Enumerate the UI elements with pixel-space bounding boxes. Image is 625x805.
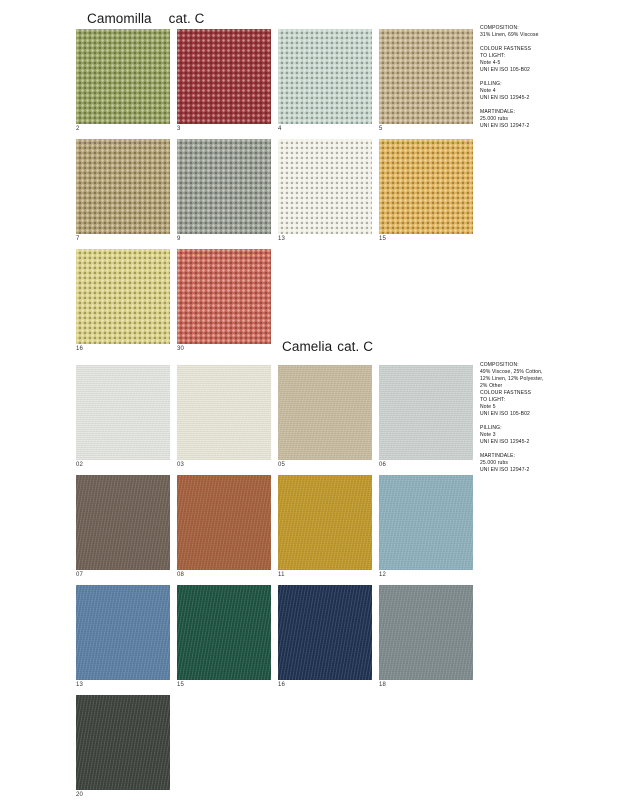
fabric-swatch-camomilla-7 xyxy=(76,139,170,234)
fabric-swatch-camelia-12 xyxy=(379,475,473,570)
swatch-cell xyxy=(379,365,473,469)
swatch-number: 4 xyxy=(278,126,282,132)
swatch-number: 7 xyxy=(76,236,80,242)
fabric-swatch-camomilla-9 xyxy=(177,139,271,234)
swatch-cell xyxy=(76,139,170,243)
collection-name: Camelia xyxy=(282,339,333,354)
swatch-number: 3 xyxy=(177,126,181,132)
swatch-number: 05 xyxy=(278,462,286,468)
swatch-number: 5 xyxy=(379,126,383,132)
fabric-swatch-camelia-03 xyxy=(177,365,271,460)
swatch-cell xyxy=(278,29,372,133)
collection-category: cat. C xyxy=(168,11,205,26)
swatch-cell xyxy=(278,139,372,243)
fabric-swatch-camelia-06 xyxy=(379,365,473,460)
swatch-number: 08 xyxy=(177,572,185,578)
collection-title-camomilla xyxy=(87,11,205,26)
specs-camelia xyxy=(480,362,620,474)
spec-group: PILLING: Note 3 UNI EN ISO 12945-2 xyxy=(480,425,530,445)
fabric-swatch-camelia-13 xyxy=(76,585,170,680)
swatch-number: 13 xyxy=(278,236,286,242)
swatch-cell xyxy=(278,365,372,469)
swatch-number: 13 xyxy=(76,682,84,688)
swatch-cell xyxy=(76,585,170,689)
spec-group: COMPOSITION: 49% Viscose, 25% Cotton, 12% Linen, 12% Polyester, 2% Other COLOUR FASTNESS TO LIGHT: Note 5 UNI EN ISO 105-B02 xyxy=(480,362,544,417)
swatch-number: 20 xyxy=(76,792,84,798)
swatch-number: 30 xyxy=(177,346,185,352)
spec-group: MARTINDALE: 25.000 rubs UNI EN ISO 12947-2 xyxy=(480,109,530,129)
swatch-number: 2 xyxy=(76,126,80,132)
swatch-cell xyxy=(76,29,170,133)
fabric-swatch-camelia-07 xyxy=(76,475,170,570)
swatch-cell xyxy=(177,585,271,689)
fabric-swatch-camomilla-13 xyxy=(278,139,372,234)
fabric-swatch-camelia-11 xyxy=(278,475,372,570)
swatch-cell xyxy=(379,585,473,689)
fabric-swatch-camomilla-4 xyxy=(278,29,372,124)
swatch-number: 11 xyxy=(278,572,285,578)
swatch-number: 07 xyxy=(76,572,84,578)
spec-group: PILLING: Note 4 UNI EN ISO 12945-2 xyxy=(480,81,530,101)
fabric-swatch-camomilla-3 xyxy=(177,29,271,124)
swatch-cell xyxy=(177,475,271,579)
fabric-swatch-camelia-05 xyxy=(278,365,372,460)
swatch-number: 18 xyxy=(379,682,387,688)
fabric-swatch-camomilla-15 xyxy=(379,139,473,234)
swatch-grid-camelia xyxy=(76,365,488,805)
swatch-cell xyxy=(379,475,473,579)
fabric-swatch-camomilla-2 xyxy=(76,29,170,124)
fabric-swatch-camelia-08 xyxy=(177,475,271,570)
swatch-number: 03 xyxy=(177,462,185,468)
swatch-cell xyxy=(278,585,372,689)
fabric-swatch-camelia-02 xyxy=(76,365,170,460)
swatch-cell xyxy=(177,249,271,353)
swatch-cell xyxy=(379,29,473,133)
swatch-cell xyxy=(379,139,473,243)
fabric-swatch-camelia-16 xyxy=(278,585,372,680)
swatch-number: 15 xyxy=(177,682,185,688)
collection-category: cat. C xyxy=(337,339,374,354)
fabric-swatch-camelia-20 xyxy=(76,695,170,790)
fabric-swatch-camelia-15 xyxy=(177,585,271,680)
spec-group: COLOUR FASTNESS TO LIGHT: Note 4-5 UNI EN ISO 105-B02 xyxy=(480,46,532,73)
swatch-number: 06 xyxy=(379,462,387,468)
specs-camomilla xyxy=(480,25,620,130)
swatch-number: 15 xyxy=(379,236,387,242)
swatch-number: 9 xyxy=(177,236,181,242)
fabric-swatch-camomilla-30 xyxy=(177,249,271,344)
fabric-swatch-camelia-18 xyxy=(379,585,473,680)
spec-group: COMPOSITION: 31% Linen, 69% Viscose xyxy=(480,25,539,38)
collection-title-camelia xyxy=(282,339,373,354)
swatch-number: 12 xyxy=(379,572,387,578)
spec-group: MARTINDALE: 25.000 rubs UNI EN ISO 12947-2 xyxy=(480,453,530,473)
swatch-cell xyxy=(177,29,271,133)
collection-name: Camomilla xyxy=(87,11,152,26)
swatch-cell xyxy=(177,365,271,469)
swatch-cell xyxy=(76,365,170,469)
swatch-cell xyxy=(177,139,271,243)
swatch-cell xyxy=(76,695,170,799)
swatch-number: 16 xyxy=(278,682,286,688)
swatch-grid-camomilla xyxy=(76,29,488,359)
swatch-number: 16 xyxy=(76,346,84,352)
swatch-number: 02 xyxy=(76,462,84,468)
fabric-swatch-camomilla-16 xyxy=(76,249,170,344)
swatch-cell xyxy=(76,249,170,353)
fabric-swatch-camomilla-5 xyxy=(379,29,473,124)
swatch-cell xyxy=(278,475,372,579)
swatch-cell xyxy=(76,475,170,579)
